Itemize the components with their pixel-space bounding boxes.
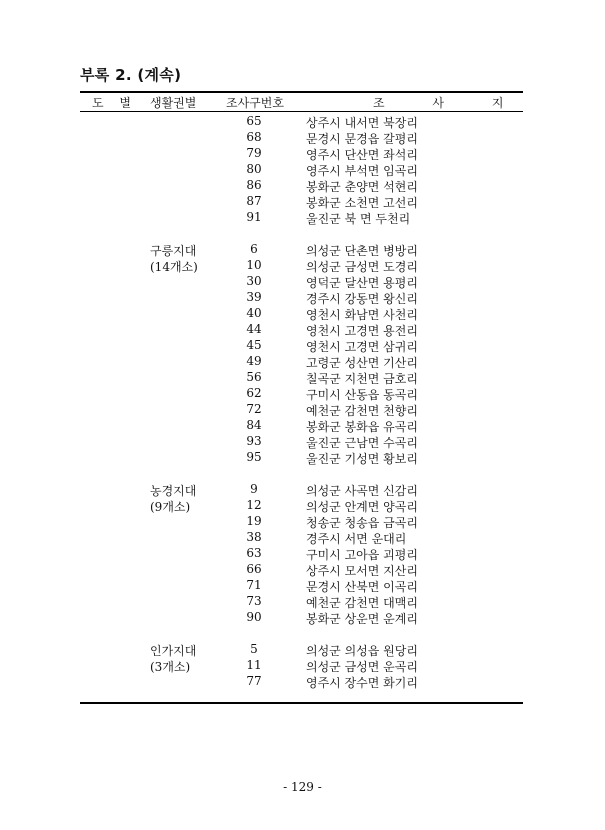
survey-site-cell: 상주시 모서면 지산리	[306, 564, 418, 578]
survey-number-cell: 72	[246, 402, 262, 416]
survey-number-cell: 90	[246, 610, 262, 624]
survey-site-cell: 영덕군 달산면 용평리	[306, 276, 418, 290]
survey-number-cell: 40	[246, 306, 262, 320]
survey-number-cell: 6	[250, 242, 258, 256]
survey-number-cell: 45	[246, 338, 262, 352]
header-sphere: 생활권별	[150, 96, 197, 110]
survey-site-cell: 봉화군 춘양면 석현리	[306, 180, 418, 194]
survey-site-cell: 문경시 문경읍 갈평리	[306, 132, 418, 146]
sphere-label: 구릉지대	[150, 244, 197, 258]
survey-number-cell: 19	[246, 514, 262, 528]
survey-site-cell: 영주시 단산면 좌석리	[306, 148, 418, 162]
survey-number-cell: 49	[246, 354, 262, 368]
survey-site-cell: 경주시 서면 운대리	[306, 532, 407, 546]
survey-site-cell: 의성군 사곡면 신감리	[306, 484, 418, 498]
survey-number-cell: 84	[246, 418, 262, 432]
survey-site-cell: 의성군 단촌면 병방리	[306, 244, 418, 258]
survey-number-cell: 9	[250, 482, 258, 496]
survey-number-cell: 86	[246, 178, 262, 192]
survey-site-cell: 봉화군 봉화읍 유곡리	[306, 420, 418, 434]
survey-site-cell: 청송군 청송읍 금곡리	[306, 516, 418, 530]
survey-number-cell: 73	[246, 594, 262, 608]
survey-number-cell: 71	[246, 578, 262, 592]
survey-number-cell: 56	[246, 370, 262, 384]
survey-site-cell: 고령군 성산면 기산리	[306, 356, 418, 370]
survey-number-cell: 91	[246, 210, 262, 224]
sphere-label: 농경지대	[150, 484, 197, 498]
survey-site-cell: 구미시 고아읍 괴평리	[306, 548, 418, 562]
survey-site-cell: 울진군 기성면 황보리	[306, 452, 418, 466]
survey-site-cell: 영천시 고경면 삼귀리	[306, 340, 418, 354]
survey-number-cell: 12	[246, 498, 262, 512]
survey-site-cell: 칠곡군 지천면 금호리	[306, 372, 418, 386]
survey-site-cell: 문경시 산북면 이곡리	[306, 580, 418, 594]
survey-number-cell: 11	[246, 658, 262, 672]
survey-site-cell: 영천시 화남면 사천리	[306, 308, 418, 322]
survey-site-cell: 봉화군 소천면 고선리	[306, 196, 418, 210]
survey-number-cell: 62	[246, 386, 262, 400]
survey-site-cell: 의성군 안계면 양곡리	[306, 500, 418, 514]
survey-number-cell: 39	[246, 290, 262, 304]
survey-number-cell: 87	[246, 194, 262, 208]
header-zone: 도 별	[92, 96, 137, 110]
survey-number-cell: 93	[246, 434, 262, 448]
survey-site-cell: 구미시 산동읍 동곡리	[306, 388, 418, 402]
survey-site-cell: 영천시 고경면 용전리	[306, 324, 418, 338]
table-bottom-rule	[80, 702, 523, 704]
survey-number-cell: 30	[246, 274, 262, 288]
survey-number-cell: 66	[246, 562, 262, 576]
survey-site-cell: 예천군 감천면 천향리	[306, 404, 418, 418]
survey-number-cell: 44	[246, 322, 262, 336]
sphere-label: (3개소)	[150, 660, 191, 674]
header-survey-site: 조 사 지	[373, 96, 526, 110]
sphere-label: (9개소)	[150, 500, 191, 514]
survey-number-cell: 5	[250, 642, 258, 656]
survey-site-cell: 영주시 부석면 임곡리	[306, 164, 418, 178]
sphere-label: (14개소)	[150, 260, 198, 274]
survey-number-cell: 63	[246, 546, 262, 560]
survey-number-cell: 77	[246, 674, 262, 688]
survey-number-cell: 80	[246, 162, 262, 176]
survey-site-cell: 예천군 감천면 대맥리	[306, 596, 418, 610]
survey-site-cell: 영주시 장수면 화기리	[306, 676, 418, 690]
page-number: - 129 -	[283, 780, 322, 794]
survey-number-cell: 65	[246, 114, 262, 128]
survey-site-cell: 봉화군 상운면 운계리	[306, 612, 418, 626]
survey-number-cell: 38	[246, 530, 262, 544]
survey-site-cell: 경주시 강동면 왕신리	[306, 292, 418, 306]
appendix-heading: 부록 2. (계속)	[80, 66, 182, 84]
sphere-label: 인가지대	[150, 644, 197, 658]
survey-site-cell: 상주시 내서면 북장리	[306, 116, 418, 130]
survey-site-cell: 의성군 금성면 운곡리	[306, 660, 418, 674]
survey-number-cell: 79	[246, 146, 262, 160]
survey-site-cell: 울진군 북 면 두천리	[306, 212, 411, 226]
survey-site-cell: 의성군 금성면 도경리	[306, 260, 418, 274]
table-top-rule	[80, 91, 523, 93]
table-header-rule	[80, 111, 523, 112]
survey-number-cell: 95	[246, 450, 262, 464]
survey-site-cell: 울진군 근남면 수곡리	[306, 436, 418, 450]
survey-number-cell: 68	[246, 130, 262, 144]
header-survey-number: 조사구번호	[226, 96, 284, 110]
survey-number-cell: 10	[246, 258, 262, 272]
survey-site-cell: 의성군 의성읍 원당리	[306, 644, 418, 658]
